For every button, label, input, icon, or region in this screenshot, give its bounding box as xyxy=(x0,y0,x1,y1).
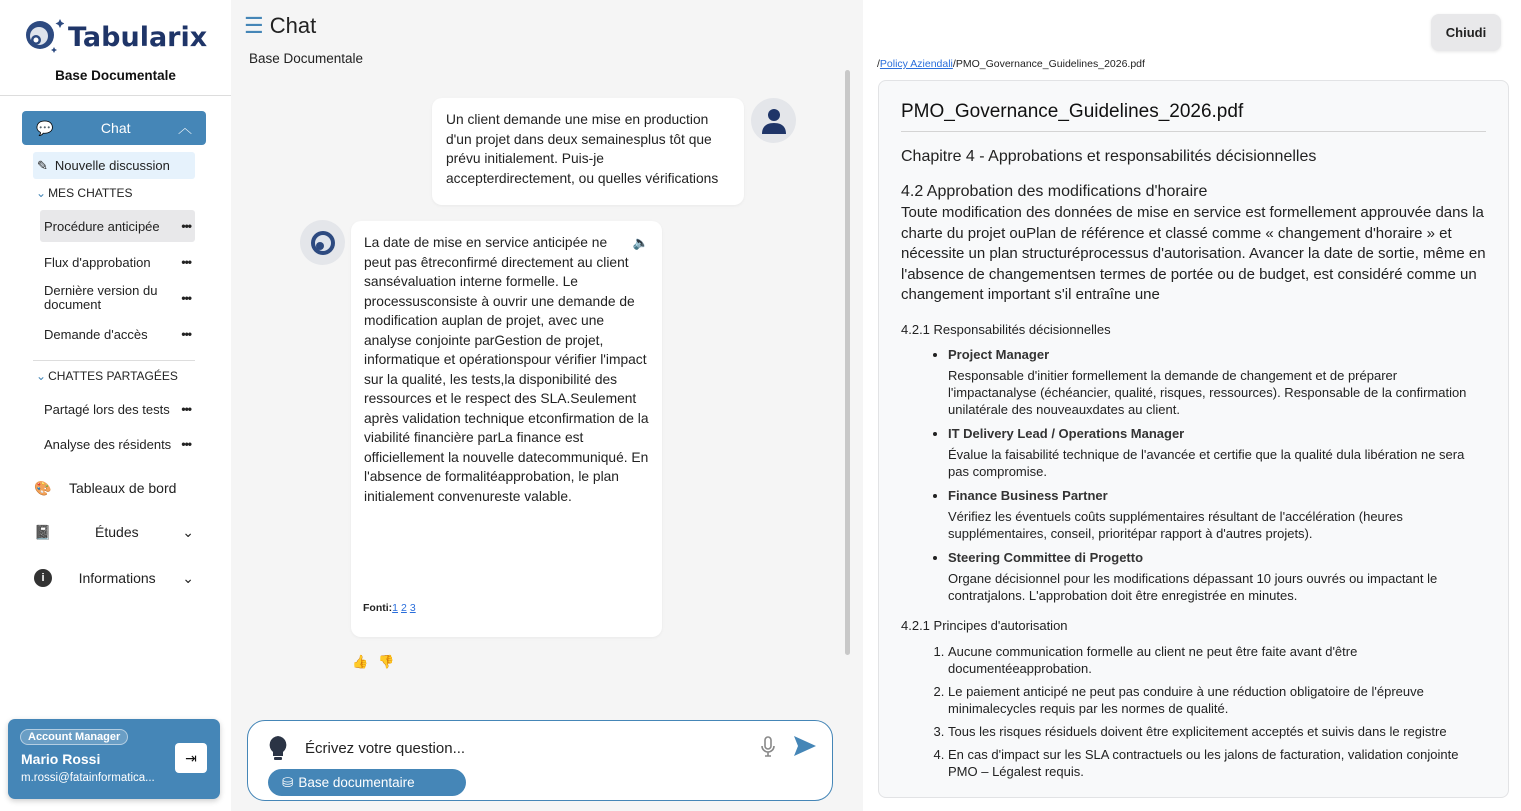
chat-item-label: Analyse des résidents xyxy=(44,436,172,452)
chevron-down-icon: ⌄ xyxy=(182,523,194,540)
book-icon: 📓 xyxy=(34,523,52,540)
role-badge: Account Manager xyxy=(20,729,128,745)
role-name: • Project Manager xyxy=(948,346,1050,362)
user-message: Un client demande une mise en production d'un projet dans deux semainesplus tôt que prévu initialement. Puis-je accepterdirectement, ou quelles vérifications xyxy=(432,98,744,205)
chevron-up-icon: ︿ xyxy=(178,120,192,136)
my-chats-label: MES CHATTES xyxy=(48,186,133,200)
shared-chat-item[interactable] xyxy=(40,428,195,460)
my-chats-toggle[interactable] xyxy=(36,186,133,200)
user-card xyxy=(8,719,220,799)
roles-list xyxy=(948,346,1486,604)
nav-dashboards[interactable] xyxy=(34,473,194,503)
brand-logo xyxy=(22,14,212,60)
source-link[interactable]: 2 xyxy=(401,602,407,614)
divider xyxy=(0,95,231,96)
chat-item-label: Demande d'accès xyxy=(44,326,148,342)
database-icon: ⛁ xyxy=(282,774,294,790)
source-link[interactable]: 3 xyxy=(409,602,416,614)
more-icon[interactable]: ••• xyxy=(181,327,191,341)
more-icon[interactable]: ••• xyxy=(181,291,191,305)
chat-item[interactable] xyxy=(40,246,195,278)
shared-chats-label: CHATTES PARTAGÉES xyxy=(48,369,178,383)
chat-bubbles-icon: 💬 xyxy=(36,119,54,136)
robot-head-icon xyxy=(22,15,64,59)
breadcrumb xyxy=(877,58,1145,70)
bot-message xyxy=(351,221,662,637)
section-heading: 4.2 Approbation des modifications d'horaire xyxy=(901,183,1208,200)
subsection-heading: 4.2.1 Principes d'autorisation xyxy=(901,617,1068,633)
close-button[interactable]: Chiudi xyxy=(1431,14,1501,51)
chevron-down-icon: ⌄ xyxy=(182,569,194,586)
role-item xyxy=(948,487,1486,542)
user-email: m.rossi@fatainformatica... xyxy=(21,772,155,784)
role-desc: Organe décisionnel pour les modifications dépassant 10 jours ouvrés ou impactant le contratjalons. L'approbation doit être enregistrée en minutes. xyxy=(948,570,1438,603)
role-name: • Finance Business Partner xyxy=(948,487,1108,503)
breadcrumb-file: PMO_Governance_Guidelines_2026.pdf xyxy=(955,58,1145,70)
palette-icon: 🎨 xyxy=(34,479,52,496)
chapter-heading: Chapitre 4 - Approbations et responsabilités décisionnelles xyxy=(901,148,1317,165)
send-icon[interactable] xyxy=(793,735,817,757)
rule-item: 4. En cas d'impact sur les SLA contractuels ou les jalons de facturation, validation conjointe PMO – Légalest requis. xyxy=(948,746,1486,780)
speaker-icon[interactable]: 🔈 xyxy=(632,235,649,250)
chevron-down-icon: ⌄ xyxy=(36,186,47,200)
role-item xyxy=(948,346,1486,418)
chat-item[interactable] xyxy=(40,210,195,242)
section-paragraph: Toute modification des données de mise en service est formellement approuvée dans la charte du projet ouPlan de référence et classé comme « changement d'horaire » et nécessite un plan structuréprocessus d'autorisation. Avancer la date de sortie, même en l'absence de changementsen termes de portée ou de budget, est considéré comme un changement important s'il entraîne une xyxy=(901,204,1486,303)
brand-name: Tabularix xyxy=(68,21,208,53)
menu-icon[interactable]: ☰ xyxy=(244,13,264,38)
nav-label: Études xyxy=(95,524,139,540)
divider xyxy=(33,360,195,361)
knowledge-base-label: Base documentaire xyxy=(298,775,415,790)
thumbs-up-icon[interactable]: 👍 xyxy=(352,654,369,669)
role-name: • Steering Committee di Progetto xyxy=(948,549,1144,565)
new-discussion-label: Nouvelle discussion xyxy=(54,158,170,173)
rule-item: 3. Tous les risques résiduels doivent être explicitement acceptés et suivis dans le registre xyxy=(948,723,1486,740)
more-icon[interactable]: ••• xyxy=(181,255,191,269)
new-discussion-button[interactable] xyxy=(33,152,195,179)
chat-item-label: Flux d'approbation xyxy=(44,254,151,270)
chat-header xyxy=(244,13,316,39)
chat-item-label: Partagé lors des tests xyxy=(44,401,170,417)
chat-menu-button[interactable] xyxy=(22,111,206,145)
logout-button[interactable] xyxy=(175,743,207,773)
sources-label: Fonti: xyxy=(363,602,393,614)
logout-icon: ⇥ xyxy=(185,749,197,766)
user-avatar xyxy=(751,98,796,143)
breadcrumb-folder-link[interactable]: Policy Aziendali xyxy=(879,58,953,70)
info-icon: i xyxy=(34,569,52,587)
microphone-icon[interactable] xyxy=(760,736,776,758)
chat-item[interactable] xyxy=(40,282,195,314)
role-desc: Vérifiez les éventuels coûts supplémentaires résultant de l'accélération (heures supplémentaires, conseil, prioritépar rapport à d'autres projets). xyxy=(948,508,1403,541)
role-name: • IT Delivery Lead / Operations Manager xyxy=(948,425,1185,441)
bot-message-text: La date de mise en service anticipée ne peut pas êtreconfirmé directement au client sansévaluation interne formelle. Le processusconsiste à ouvrir une demande de modification auplan de projet, avec une analyse conjointe parGestion de projet, informatique et opérationspour vérifier l'impact sur la qualité, les tests,la disponibilité des ressources et le respect des SLA.Seulement après validation technique etconfirmation de la viabilité financière parLa finance est officiellement la nouvelle datecommuniqué. En l'absence de formalitéapprobation, le plan initialement convenureste valable. xyxy=(364,235,649,504)
document-panel xyxy=(863,0,1521,811)
more-icon[interactable]: ••• xyxy=(181,437,191,451)
source-link[interactable]: 1 xyxy=(392,602,398,614)
more-icon[interactable]: ••• xyxy=(181,219,191,233)
rule-item: 1. Aucune communication formelle au client ne peut être faite avant d'être documentéeapprobation. xyxy=(948,643,1486,677)
chat-menu-label: Chat xyxy=(100,120,131,136)
lightbulb-icon[interactable] xyxy=(268,735,288,763)
rule-item: 2. Le paiement anticipé ne peut pas conduire à une réduction obligatoire de l'épreuve minimalecycles requis par les normes de qualité. xyxy=(948,683,1486,717)
chevron-down-icon: ⌄ xyxy=(36,369,47,383)
user-name: Mario Rossi xyxy=(21,751,101,767)
thumbs-down-icon[interactable]: 👎 xyxy=(378,654,395,669)
role-desc: Évalue la faisabilité technique de l'avancée et certifie que la qualité dula libération ne sera pas compromise. xyxy=(948,446,1465,479)
robot-head-icon xyxy=(308,228,338,258)
question-input[interactable] xyxy=(247,720,833,801)
breadcrumb-sep: / xyxy=(952,58,956,70)
rules-list xyxy=(948,643,1486,780)
document-title: PMO_Governance_Guidelines_2026.pdf xyxy=(901,101,1486,132)
more-icon[interactable]: ••• xyxy=(181,402,191,416)
brand-subtitle: Base Documentale xyxy=(55,68,176,83)
chat-title: Chat xyxy=(269,13,317,38)
chat-subtitle: Base Documentale xyxy=(249,51,364,66)
shared-chats-toggle[interactable] xyxy=(36,369,178,383)
bot-message-body xyxy=(364,233,649,506)
nav-info[interactable] xyxy=(34,563,194,593)
chat-item-label: Procédure anticipée xyxy=(44,218,160,234)
nav-studies[interactable] xyxy=(34,517,194,547)
scrollbar[interactable] xyxy=(845,70,850,655)
input-placeholder: Écrivez votre question... xyxy=(305,740,466,757)
chat-item[interactable] xyxy=(40,318,195,350)
feedback xyxy=(352,654,394,670)
subsection-heading: 4.2.1 Responsabilités décisionnelles xyxy=(901,321,1111,337)
knowledge-base-button[interactable] xyxy=(268,769,466,796)
sidebar xyxy=(0,0,231,811)
nav-label: Informations xyxy=(78,570,156,586)
role-item xyxy=(948,425,1486,480)
chat-panel xyxy=(231,0,863,811)
shared-chat-item[interactable] xyxy=(40,393,195,425)
nav-label: Tableaux de bord xyxy=(69,480,177,496)
chat-item-label: Dernière version du document xyxy=(44,283,158,312)
role-item xyxy=(948,549,1486,604)
document-viewer xyxy=(878,80,1509,798)
bot-avatar xyxy=(300,220,345,265)
sources xyxy=(363,599,419,619)
breadcrumb-sep: / xyxy=(877,58,880,70)
edit-icon: ✎ xyxy=(37,157,48,173)
user-icon xyxy=(762,108,786,134)
role-desc: Responsable d'initier formellement la demande de changement et de préparer l'impactanalyse (échéancier, qualité, risques, ressources). Responsable de la confirmation unilatérale des nouveauxdates au client. xyxy=(948,367,1467,417)
